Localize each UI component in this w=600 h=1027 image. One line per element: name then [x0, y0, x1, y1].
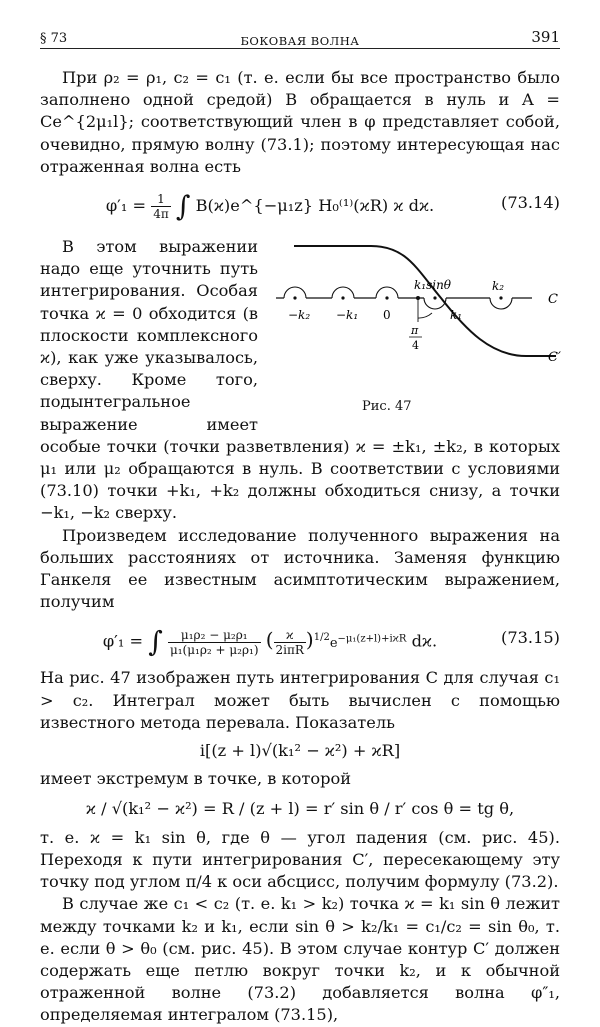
running-header — [40, 24, 560, 49]
exponent-formula: i[(z + l)√(k₁² − ϰ²) + ϰR] — [199, 741, 401, 761]
eq1-number: (73.14) — [501, 193, 560, 213]
chapter-title: БОКОВАЯ ВОЛНА — [240, 34, 360, 48]
paragraph-1: При ρ₂ = ρ₁, c₂ = c₁ (т. е. если бы все пространство было заполнено одной средой) B обращается в нуль и A = Ce^{2μ₁l}; соответствующий член в φ представляет собой, очевидно, прямую волну (73.1); поэтому интересующая нас отраженная волна есть — [40, 68, 560, 176]
label-zero: 0 — [383, 308, 391, 323]
equation-73-15: φ′₁ = ∫ $\frac{\text{μ₁ρ₂ − μ₂ρ₁}}{\text{μ₁(μ₁ρ₂ + μ₂ρ₁)}}$ ( $\frac{ϰ}{\text{2iπR}}$ )$^{1/2}e^{-\mu_1(z+l)+iϰR}$ dϰ. (73.15) — [102, 625, 560, 659]
section-number: § 73 — [40, 31, 68, 46]
paragraph-6: т. е. ϰ = k₁ sin θ, где θ — угол падения (см. рис. 45). Переходя к пути интегрирования C′, пересекающему эту точку под углом π/4 к оси абсцисс, получим формулу (73.2). — [40, 827, 560, 892]
label-k1: k₁ — [450, 308, 463, 323]
contour-diagram — [266, 238, 566, 424]
figure-47 — [266, 238, 566, 424]
label-pi: π — [411, 324, 419, 338]
equation-73-14 — [40, 178, 560, 228]
eq1-fraction: $\frac{1}{4\pi}$ — [153, 192, 169, 222]
eq2-fraction-2: $\frac{ϰ}{\text{2iπR}}$ — [275, 627, 304, 657]
eq2-fraction-1: $\frac{\text{μ₁ρ₂ − μ₂ρ₁}}{\text{μ₁(μ₁ρ₂ + μ₂ρ₁)}}$ — [169, 627, 259, 657]
paragraph-4: На рис. 47 изображен путь интегрирования C для случая c₁ > c₂. Интеграл может быть вычислен с помощью известного метода перевала. Показатель — [40, 668, 560, 732]
paragraph-3: Произведем исследование полученного выражения на больших расстояниях от источника. Заменяя функцию Ганкеля ее известным асимптотическим выражением, получим — [40, 525, 560, 612]
eq1-integral-sign: ∫ — [175, 189, 191, 223]
label-c: C — [548, 292, 558, 308]
label-minus-k2: −k₂ — [288, 308, 311, 323]
extremum-formula: ϰ / √(k₁² − ϰ²) = R / (z + l) = r′ sin θ / r′ cos θ = tg θ, — [85, 799, 515, 819]
label-c-prime: C′ — [548, 350, 561, 366]
paragraph-2: В этом выражении надо еще уточнить путь интегрирования. Особая точка ϰ = 0 обходится (в плоскости комплексного ϰ), как уже указывалось, сверху. Кроме того, подынтегральное выражение имеет особые точки (точки разветвления) ϰ = ±k₁, ±k₂, в которых μ₁ или μ₂ обращаются в нуль. В соответствии с условиями (73.10) точки +k₁, +k₂ должны обходиться снизу, а точки −k₁, −k₂ сверху. — [40, 237, 560, 523]
paragraph-7: В случае же c₁ < c₂ (т. е. k₁ > k₂) точка ϰ = k₁ sin θ лежит между точками k₂ и k₁, если sin θ > k₂/k₁ = c₁/c₂ = sin θ₀, т. е. если θ > θ₀ (см. рис. 45). В этом случае контур C′ должен содержать еще петлю вокруг точки k₂, и к обычной отраженной волне (73.2) добавляется волна φ″₁, определяемая интегралом (73.15), — [40, 894, 560, 1025]
figure-caption: Рис. 47 — [362, 399, 412, 415]
eq2-lhs: φ′₁ = — [102, 631, 144, 651]
label-minus-k1: −k₁ — [336, 308, 359, 323]
eq2-number: (73.15) — [501, 628, 560, 648]
label-k2: k₂ — [492, 279, 505, 294]
label-k1-sin-theta: k₁sinθ — [414, 278, 452, 293]
eq1-integrand: B(ϰ)e^{−μ₁z} H₀⁽¹⁾(ϰR) ϰ dϰ. — [195, 196, 435, 216]
eq1-lhs: φ′₁ = — [105, 196, 147, 216]
page-number: 391 — [531, 28, 560, 46]
paragraph-5: имеет экстремум в точке, в которой — [40, 769, 352, 789]
eq2-integral-sign: ∫ — [148, 625, 163, 659]
label-four: 4 — [412, 339, 419, 353]
contour-c-prime — [294, 246, 556, 356]
book-page — [40, 24, 560, 1027]
